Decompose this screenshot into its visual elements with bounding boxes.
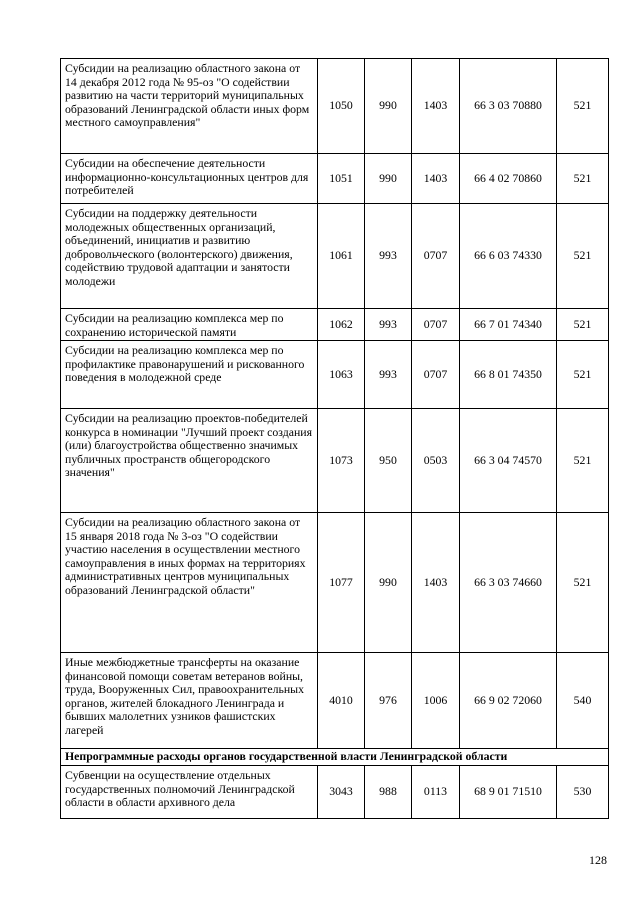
page-number: 128: [589, 853, 607, 867]
table-row: [61, 409, 609, 513]
table-row: [61, 309, 609, 341]
item-expense-type: 530: [557, 766, 609, 819]
item-name: Субсидии на реализацию проектов-победителей конкурса в номинации "Лучший проект создания (или) благоустройства общественно значимых публичных пространств общегородского значения": [61, 409, 318, 513]
table-body-bottom: [61, 766, 609, 819]
item-expense-type: 540: [557, 653, 609, 749]
item-target-article: 66 3 03 74660: [460, 513, 557, 653]
table-row: [61, 341, 609, 409]
item-name: Субсидии на поддержку деятельности молодежных общественных организаций, объединений, инициатив и развитию добровольческого (волонтерского) движения, содействию трудовой адаптации и занятости молодежи: [61, 204, 318, 309]
item-target-article: 66 6 03 74330: [460, 204, 557, 309]
item-name: Иные межбюджетные трансферты на оказание финансовой помощи советам ветеранов войны, труда, Вооруженных Сил, правоохранительных органов, жителей блокадного Ленинграда и бывших малолетних узников фашистских лагерей: [61, 653, 318, 749]
item-code: 4010: [318, 653, 365, 749]
item-name: Субсидии на реализацию областного закона от 15 января 2018 года № 3-оз "О содействии участию населения в осуществлении местного самоуправления в иных формах на территориях административных центров муниципальных образований Ленинградской области": [61, 513, 318, 653]
item-grbs: 993: [365, 341, 412, 409]
item-code: 1077: [318, 513, 365, 653]
item-code: 1050: [318, 59, 365, 154]
item-target-article: 68 9 01 71510: [460, 766, 557, 819]
item-expense-type: 521: [557, 309, 609, 341]
item-grbs: 988: [365, 766, 412, 819]
item-section: 1403: [412, 154, 460, 204]
item-expense-type: 521: [557, 154, 609, 204]
item-grbs: 990: [365, 513, 412, 653]
item-section: 1006: [412, 653, 460, 749]
item-expense-type: 521: [557, 59, 609, 154]
item-grbs: 976: [365, 653, 412, 749]
item-name: Субсидии на реализацию комплекса мер по сохранению исторической памяти: [61, 309, 318, 341]
table-row: [61, 154, 609, 204]
item-target-article: 66 8 01 74350: [460, 341, 557, 409]
table-body-top: [61, 59, 609, 749]
item-section: 0503: [412, 409, 460, 513]
item-target-article: 66 7 01 74340: [460, 309, 557, 341]
item-target-article: 66 3 03 70880: [460, 59, 557, 154]
item-expense-type: 521: [557, 341, 609, 409]
item-code: 1051: [318, 154, 365, 204]
item-code: 1061: [318, 204, 365, 309]
item-section: 0707: [412, 204, 460, 309]
budget-table: [60, 58, 609, 819]
table-row: [61, 204, 609, 309]
item-grbs: 993: [365, 204, 412, 309]
item-target-article: 66 3 04 74570: [460, 409, 557, 513]
item-target-article: 66 4 02 70860: [460, 154, 557, 204]
section-row: [61, 749, 609, 766]
item-name: Субвенции на осуществление отдельных государственных полномочий Ленинградской области в области архивного дела: [61, 766, 318, 819]
item-section: 0113: [412, 766, 460, 819]
table-row: [61, 653, 609, 749]
item-code: 1073: [318, 409, 365, 513]
item-expense-type: 521: [557, 204, 609, 309]
item-name: Субсидии на обеспечение деятельности информационно-консультационных центров для потребителей: [61, 154, 318, 204]
item-code: 1063: [318, 341, 365, 409]
item-grbs: 950: [365, 409, 412, 513]
item-section: 1403: [412, 59, 460, 154]
item-expense-type: 521: [557, 409, 609, 513]
item-grbs: 993: [365, 309, 412, 341]
item-code: 3043: [318, 766, 365, 819]
item-name: Субсидии на реализацию областного закона от 14 декабря 2012 года № 95-оз "О содействии развитию на части территорий муниципальных образований Ленинградской области иных форм местного самоуправления": [61, 59, 318, 154]
item-target-article: 66 9 02 72060: [460, 653, 557, 749]
item-grbs: 990: [365, 59, 412, 154]
table-row: [61, 766, 609, 819]
item-section: 1403: [412, 513, 460, 653]
item-section: 0707: [412, 309, 460, 341]
item-grbs: 990: [365, 154, 412, 204]
item-code: 1062: [318, 309, 365, 341]
item-expense-type: 521: [557, 513, 609, 653]
section-heading: Непрограммные расходы органов государственной власти Ленинградской области: [61, 749, 609, 766]
item-section: 0707: [412, 341, 460, 409]
table-row: [61, 513, 609, 653]
table-row: [61, 59, 609, 154]
item-name: Субсидии на реализацию комплекса мер по профилактике правонарушений и рискованного поведения в молодежной среде: [61, 341, 318, 409]
